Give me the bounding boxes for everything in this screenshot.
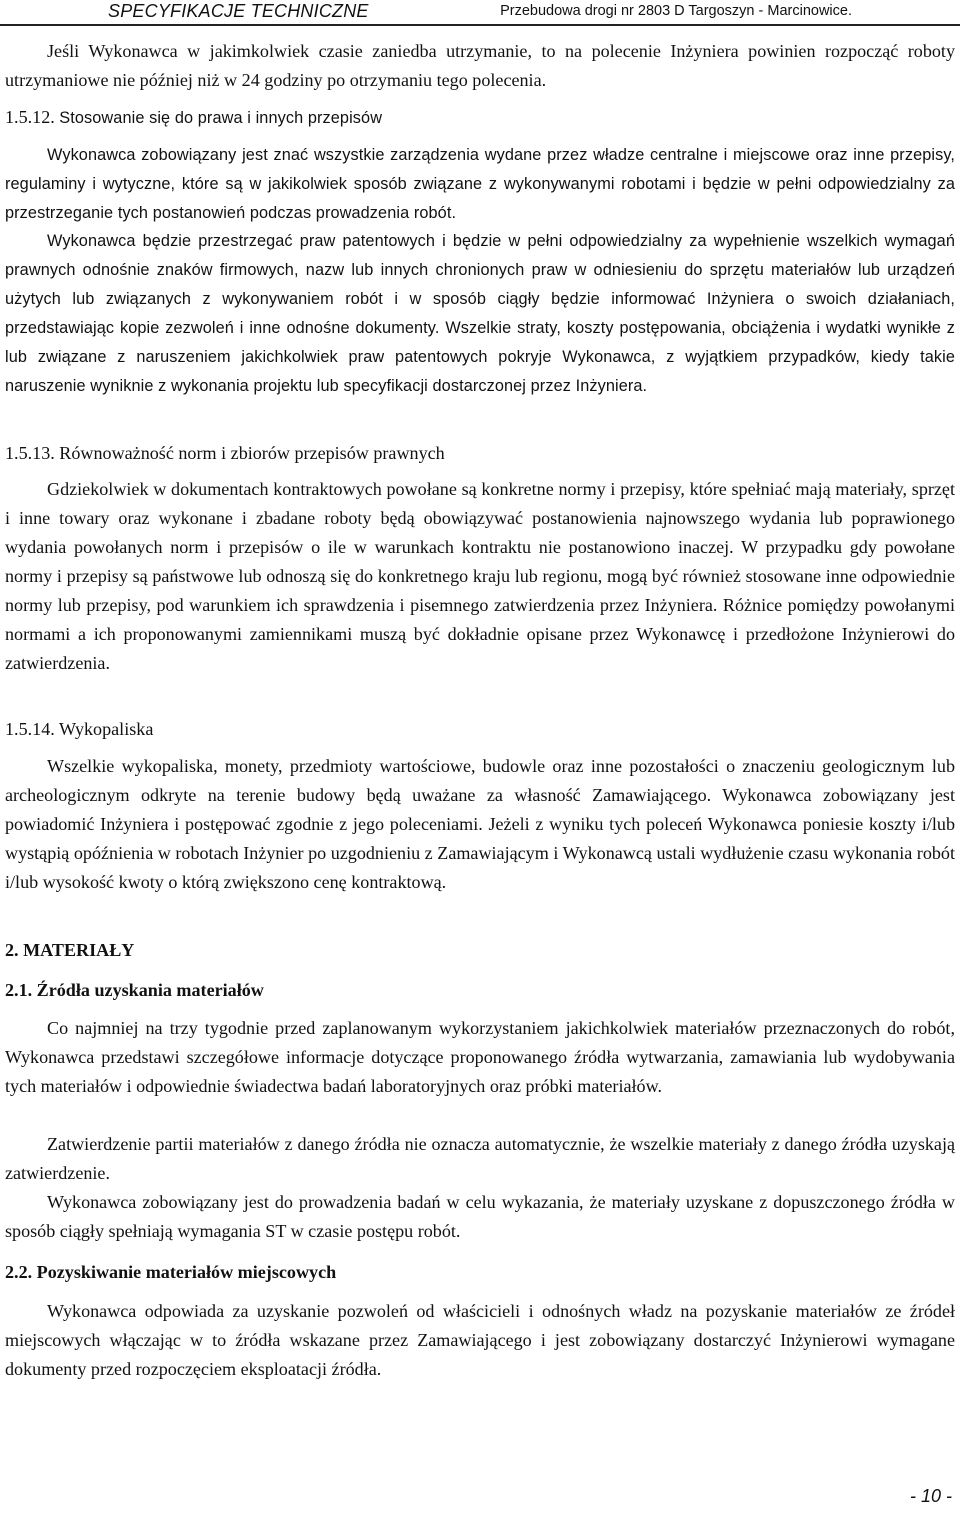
header-title: SPECYFIKACJE TECHNICZNE: [108, 1, 369, 21]
paragraph-text: Zatwierdzenie partii materiałów z danego źródła nie oznacza automatycznie, że wszelkie materiały z danego źródła uzyskają zatwierdzenie.: [5, 1134, 955, 1183]
paragraph-text: Jeśli Wykonawca w jakimkolwiek czasie zaniedba utrzymanie, to na polecenie Inżyniera powinien rozpocząć roboty utrzymaniowe nie później niż w 24 godziny po otrzymaniu tego polecenia.: [5, 41, 955, 90]
paragraph-intro: [5, 37, 955, 95]
paragraph-1513: [5, 475, 955, 678]
section-heading-21: 2.1. Źródła uzyskania materiałów: [5, 980, 264, 1000]
paragraph-text: Wykonawca zobowiązany jest do prowadzenia badań w celu wykazania, że materiały uzyskane z dopuszczonego źródła w sposób ciągły spełniają wymagania ST w czasie postępu robót.: [5, 1192, 955, 1241]
section-heading-1512: [5, 103, 382, 133]
section-title: Równoważność norm i zbiorów przepisów prawnych: [59, 443, 445, 463]
paragraph-21-a: [5, 1014, 955, 1101]
section-title: Wykopaliska: [58, 719, 154, 739]
section-heading-22: 2.2. Pozyskiwanie materiałów miejscowych: [5, 1262, 337, 1282]
header-project: Przebudowa drogi nr 2803 D Targoszyn - Marcinowice.: [500, 3, 852, 19]
section-number: 1.5.14.: [5, 719, 55, 739]
paragraph-22: [5, 1297, 955, 1384]
paragraph-text: Co najmniej na trzy tygodnie przed zaplanowanym wykorzystaniem jakichkolwiek materiałów przeznaczonych do robót, Wykonawca przedstawi szczegółowe informacje dotyczące proponowanego źródła wytwarzania, zamawiania lub wydobywania tych materiałów i odpowiednie świadectwa badań laboratoryjnych oraz próbki materiałów.: [5, 1018, 955, 1096]
paragraph-text: Wykonawca zobowiązany jest znać wszystkie zarządzenia wydane przez władze centralne i miejscowe oraz inne przepisy, regulaminy i wytyczne, które są w jakikolwiek sposób związane z wykonywanymi robotami i będzie w pełni odpowiedzialny za przestrzeganie tych postanowień podczas prowadzenia robót.: [5, 146, 955, 222]
paragraph-1514: [5, 752, 955, 897]
page-header: [0, 0, 960, 26]
section-title: Stosowanie się do prawa i innych przepisów: [59, 109, 383, 127]
paragraph-21-b: [5, 1130, 955, 1188]
page-number: - 10 -: [909, 1486, 952, 1506]
paragraph-1512-a: [5, 141, 955, 228]
section-number: 1.5.12.: [5, 107, 55, 127]
section-heading-1513: [5, 439, 445, 468]
paragraph-text: Gdziekolwiek w dokumentach kontraktowych powołane są konkretne normy i przepisy, które spełniać mają materiały, sprzęt i inne towary oraz wykonane i zbadane roboty będą obowiązywać postanowienia najnowszego wydania lub poprawionego wydania powołanych norm i przepisów o ile w warunkach kontraktu nie postanowiono inaczej. W przypadku gdy powołane normy i przepisy są państwowe lub odnoszą się do konkretnego kraju lub regionu, mogą być również stosowane inne odpowiednie normy lub przepisy, pod warunkiem ich sprawdzenia i pisemnego zatwierdzenia przez Inżyniera. Różnice pomiędzy powołanymi normami a ich proponowanymi zamiennikami muszą być dokładnie opisane przez Wykonawcę i przedłożone Inżynierowi do zatwierdzenia.: [5, 479, 955, 673]
paragraph-text: Wszelkie wykopaliska, monety, przedmioty wartościowe, budowle oraz inne pozostałości o znaczeniu geologicznym lub archeologicznym odkryte na terenie budowy będą uważane za własność Zamawiającego. Wykonawca zobowiązany jest powiadomić Inżyniera i postępować zgodnie z jego poleceniami. Jeżeli z wyniku tych poleceń Wykonawca poniesie koszty i/lub wystąpią opóźnienia w robotach Inżynier po uzgodnieniu z Zamawiającym i Wykonawcą ustali wydłużenie czasu wykonania robót i/lub wysokość kwoty o którą zwiększono cenę kontraktową.: [5, 756, 955, 892]
chapter-heading-materials: 2. MATERIAŁY: [5, 940, 135, 960]
paragraph-text: Wykonawca będzie przestrzegać praw patentowych i będzie w pełni odpowiedzialny za wypełnienie wszelkich wymagań prawnych odnośnie znaków firmowych, nazw lub innych chronionych praw w odniesieniu do sprzętu materiałów lub urządzeń użytych lub związanych z wykonywaniem robót i w sposób ciągły będzie informować Inżyniera o swoich działaniach, przedstawiając kopie zezwoleń i inne odnośne dokumenty. Wszelkie straty, koszty postępowania, obciążenia i wydatki wynikłe z lub związane z naruszeniem jakichkolwiek praw patentowych pokryje Wykonawca, z wyjątkiem przypadków, kiedy takie naruszenie wyniknie z wykonania projektu lub specyfikacji dostarczonej przez Inżyniera.: [5, 232, 955, 395]
paragraph-1512-b: [5, 227, 955, 401]
paragraph-21-c: [5, 1188, 955, 1246]
paragraph-text: Wykonawca odpowiada za uzyskanie pozwoleń od właścicieli i odnośnych władz na pozyskanie materiałów ze źródeł miejscowych włączając w to źródła wskazane przez Zamawiającego i jest zobowiązany dostarczyć Inżynierowi wymagane dokumenty przed rozpoczęciem eksploatacji źródła.: [5, 1301, 955, 1379]
section-number: 1.5.13.: [5, 443, 55, 463]
section-heading-1514: [5, 715, 153, 744]
